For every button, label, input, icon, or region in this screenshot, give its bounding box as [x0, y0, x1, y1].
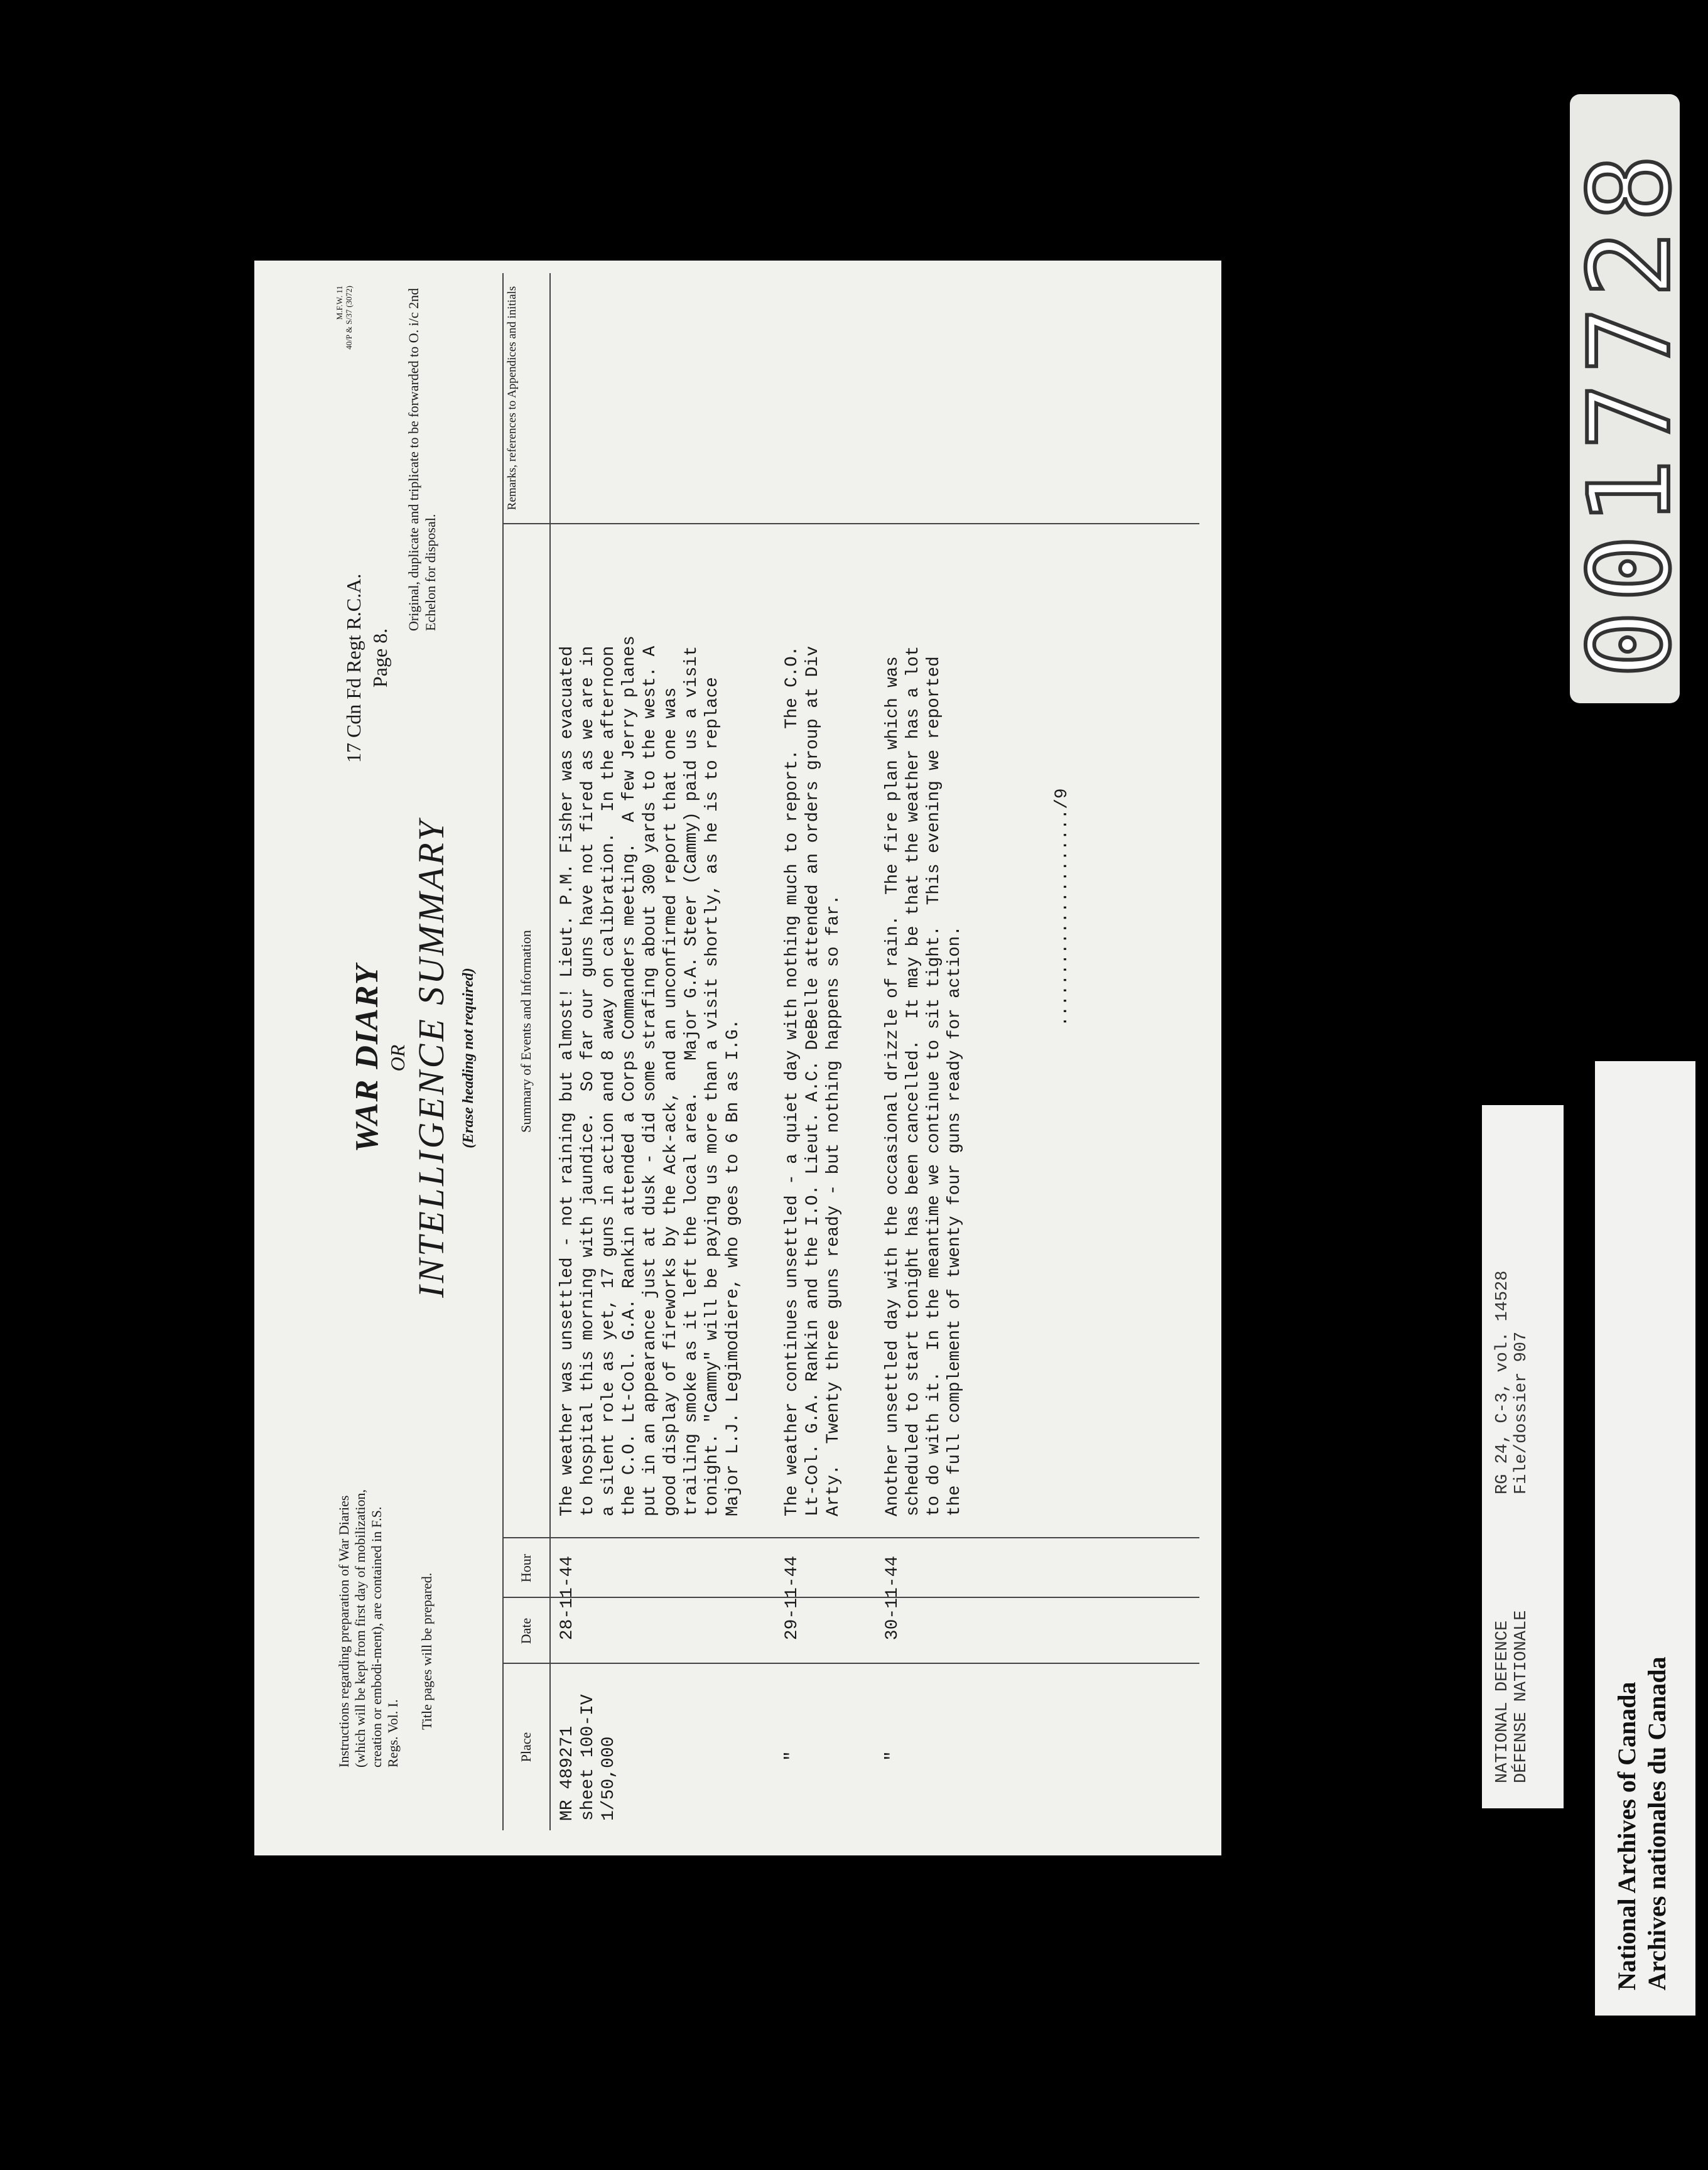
col-line-date — [502, 1597, 1199, 1598]
entry-3-place: " — [883, 1751, 902, 1761]
col-line-hour — [502, 1537, 1199, 1538]
form-subtitle: INTELLIGENCE SUMMARY — [411, 818, 451, 1298]
na-line-1: National Archives of Canada — [1613, 1681, 1641, 1990]
nd-line-1: NATIONAL DEFENCE — [1493, 1620, 1512, 1783]
entry-1-text: The weather was unsettled - not raining but almost! Lieut. P.M. Fisher was evacuated to hospital this morning with jaundice. So far our guns have not fired as we are in a silent role as yet, 17 guns in action and 8 away on calibration. In the afternoon the C.O. Lt-Col. G.A. Rankin attended a Corps Commanders meeting. A few Jerry planes put in an appearance just at dusk - did some strafing about 300 yards to the west. A good display of fireworks by the Ack-ack, and an unconfirmed report that one was trailing smoke as it left the local area. Major G.A. Steer (Cammy) paid us a visit tonight. "Cammy" will be paying us more than a visit shortly, as he is to replace Major L.J. Legimodiere, who goes to 6 Bn as I.G. — [558, 635, 743, 1516]
unit-name: 17 Cdn Fd Regt R.C.A. — [342, 573, 365, 763]
instructions: Instructions regarding preparation of War Diaries (which will be kept from first day of mobilization, creation or embodi-ment), are contained in F.S. Regs. Vol. I. — [336, 1489, 401, 1768]
frame-number: 0017728 — [1565, 145, 1695, 678]
form-code-2: 40/P & S/37 (3072) — [344, 286, 354, 350]
entry-1-place: MR 489271 sheet 100-IV 1/50,000 — [558, 1694, 619, 1821]
na-line-2: Archives nationales du Canada — [1643, 1656, 1671, 1990]
form-title: WAR DIARY — [349, 963, 385, 1153]
header-remarks: Remarks, references to Appendices and initials — [505, 286, 519, 510]
header-place: Place — [518, 1732, 534, 1762]
entry-1-date: 28-11-44 — [558, 1555, 577, 1641]
col-line-place — [502, 1663, 1199, 1664]
frame-number-plate — [1565, 94, 1695, 703]
rg-line-1: RG 24, C-3, vol. 14528 — [1493, 1270, 1512, 1494]
title-pages-note: Title pages will be prepared. — [419, 1572, 435, 1730]
form-or: OR — [386, 1044, 409, 1072]
entry-3-text: Another unsettled day with the occasional drizzle of rain. The fire plan which was scheduled to start tonight has been cancelled. It may be that the weather has a lot to do with it. In the meantime we continue to sit tight. This evening we reported the full complement of twenty four guns ready for action. — [883, 645, 965, 1516]
rg-line-2: File/dossier 907 — [1512, 1331, 1531, 1494]
col-line-summary — [502, 523, 1199, 524]
national-defence-label — [1482, 1105, 1564, 1808]
original-note: Original, duplicate and triplicate to be forwarded to O. i/c 2nd Echelon for disposal. — [406, 288, 438, 631]
form-code-1: M.F.W. 11 — [335, 286, 344, 320]
form-sheet — [254, 261, 1221, 1855]
entry-2-place: " — [782, 1751, 802, 1761]
erase-note: (Erase heading not required) — [460, 968, 477, 1148]
national-archives-label — [1595, 1061, 1695, 2016]
header-summary: Summary of Events and Information — [518, 930, 534, 1133]
nd-line-2: DÉFENSE NATIONALE — [1512, 1610, 1531, 1783]
header-hour: Hour — [518, 1553, 534, 1583]
entry-2-text: The weather continues unsettled - a quiet day with nothing much to report. The C.O. Lt-Col. G.A. Rankin and the I.O. Lieut. A.C. DeBelle attended an orders group at Div Arty. Twenty three guns ready - but nothing happens so far. — [782, 645, 843, 1516]
header-date: Date — [518, 1617, 534, 1644]
continuation-mark: ...................../9 — [1052, 788, 1072, 1027]
entry-3-date: 30-11-44 — [883, 1555, 902, 1641]
entry-2-date: 29-11-44 — [782, 1555, 802, 1641]
war-diary-form — [254, 261, 1221, 1855]
page-number: Page 8. — [369, 628, 391, 688]
